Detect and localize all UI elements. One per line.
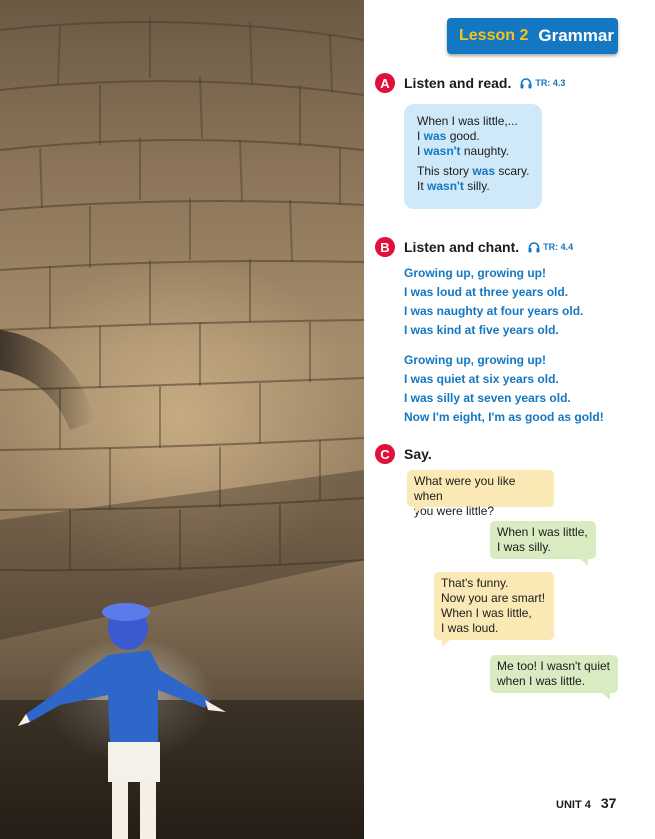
section-c-badge: C	[375, 444, 395, 464]
section-a-title: Listen and read.	[404, 75, 512, 91]
bubble-line: I was loud.	[441, 621, 499, 635]
section-b-badge: B	[375, 237, 395, 257]
example-text: good.	[446, 129, 480, 143]
section-b-track[interactable]	[528, 242, 573, 253]
example-intro: When I was little,...	[417, 114, 518, 128]
unit-label: UNIT 4	[556, 799, 591, 811]
grammar-example-box	[404, 104, 542, 209]
bubble-line: That's funny.	[441, 576, 509, 590]
example-text: naughty.	[460, 144, 510, 158]
chant-line: I was kind at five years old.	[404, 323, 559, 337]
section-a-heading	[375, 73, 565, 93]
bubble-line: When I was little,	[497, 525, 588, 539]
headphones-icon	[528, 242, 540, 253]
example-text: scary.	[495, 164, 530, 178]
bubble-line: you were little?	[414, 504, 495, 518]
bubble-line: Me too! I wasn't quiet	[497, 659, 611, 673]
section-c-title: Say.	[404, 446, 432, 462]
page-footer	[556, 795, 616, 811]
lesson-name: Grammar	[538, 26, 614, 45]
example-line-4	[417, 179, 542, 194]
example-text: It	[417, 179, 428, 193]
speech-bubble-2	[490, 521, 596, 559]
section-a-track[interactable]	[520, 78, 565, 89]
chant-verse-1	[404, 264, 583, 340]
example-line-2	[417, 144, 542, 159]
example-text: This story	[417, 164, 473, 178]
speech-bubble-4	[490, 655, 618, 693]
chant-line: Growing up, growing up!	[404, 353, 546, 367]
headphones-icon	[520, 78, 532, 89]
chant-line: Now I'm eight, I'm as good as gold!	[404, 410, 604, 424]
section-b-heading	[375, 237, 573, 257]
section-c-heading	[375, 444, 432, 464]
bubble-line: I was silly.	[497, 540, 551, 554]
speech-bubble-1	[407, 470, 554, 518]
chant-verse-2	[404, 351, 604, 427]
bubble-line: When I was little,	[441, 606, 532, 620]
section-a-badge: A	[375, 73, 395, 93]
example-text: I	[417, 129, 424, 143]
bubble-line: What were you like when	[414, 474, 516, 503]
speech-bubble-3	[434, 572, 554, 640]
example-verb: was	[472, 164, 496, 178]
lesson-number: Lesson 2	[459, 27, 529, 44]
chant-line: I was naughty at four years old.	[404, 304, 584, 318]
chant-line: I was silly at seven years old.	[404, 391, 571, 405]
lesson-header-tab	[447, 18, 618, 54]
example-text: I	[417, 144, 424, 158]
section-b-track-label: TR: 4.4	[543, 242, 574, 252]
chant-line: I was quiet at six years old.	[404, 372, 559, 386]
example-verb: was	[423, 129, 447, 143]
bubble-line: when I was little.	[497, 674, 586, 688]
example-verb: wasn't	[423, 144, 461, 158]
example-text: silly.	[463, 179, 490, 193]
example-line-1	[417, 129, 542, 144]
section-a-track-label: TR: 4.3	[535, 78, 566, 88]
chant-line: Growing up, growing up!	[404, 266, 546, 280]
page-number: 37	[600, 795, 617, 811]
example-verb: wasn't	[427, 179, 464, 193]
section-b-title: Listen and chant.	[404, 239, 520, 255]
bubble-line: Now you are smart!	[441, 591, 546, 605]
example-line-3	[417, 164, 542, 179]
chant-line: I was loud at three years old.	[404, 285, 569, 299]
